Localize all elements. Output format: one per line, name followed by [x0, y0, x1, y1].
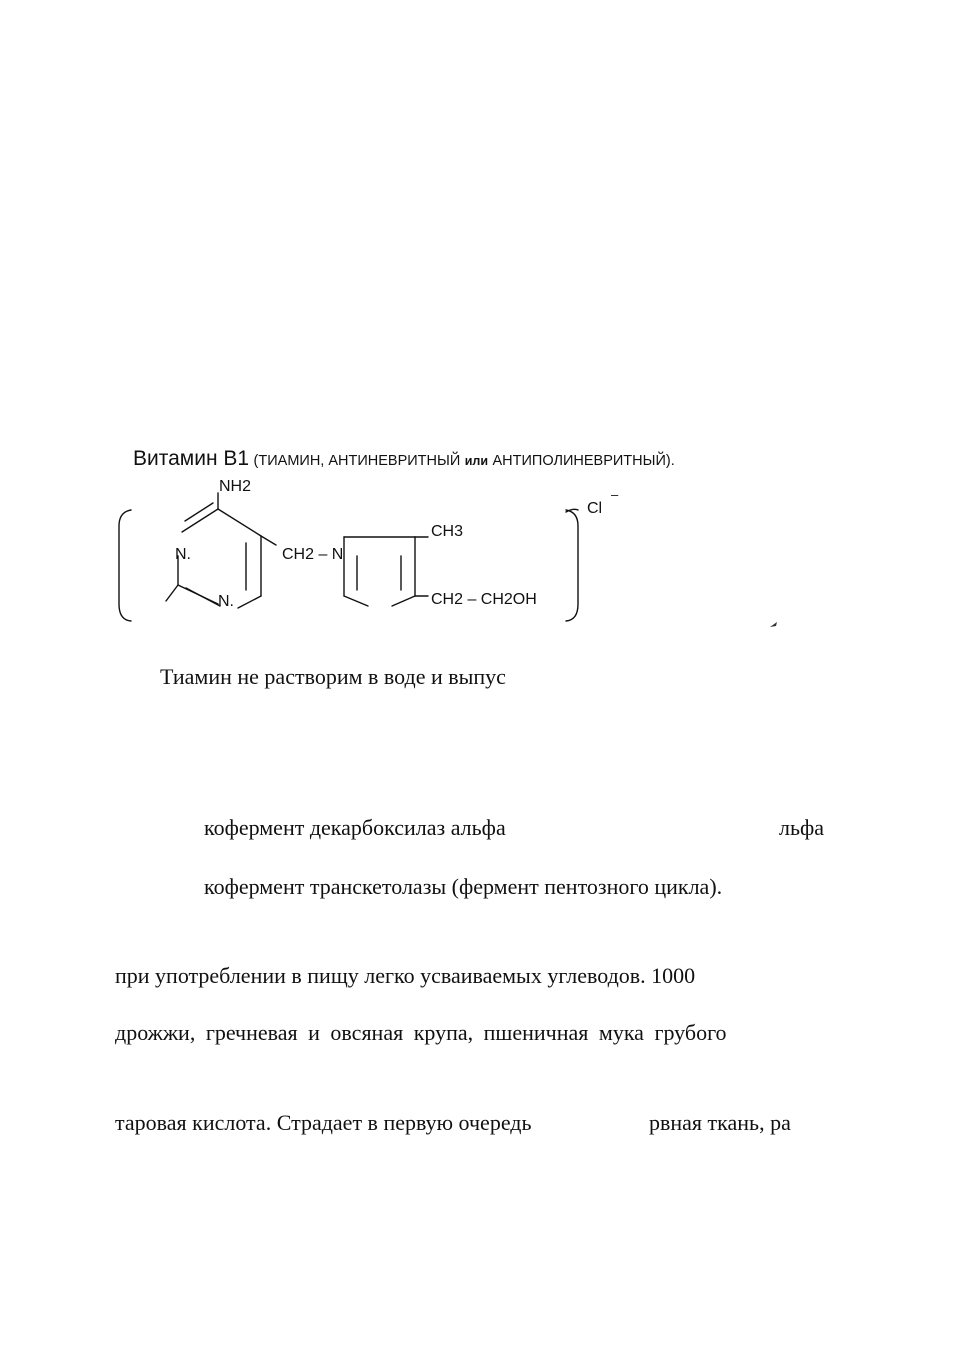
vitamin-heading [133, 447, 675, 471]
ink-speck [770, 622, 777, 627]
vitamin-name: Витамин В1 [133, 447, 250, 470]
body-line-1: Тиамин не растворим в воде и выпус [160, 664, 506, 689]
formula-side-chain-label: CH2 – CH2OH [431, 591, 537, 608]
right-bracket [566, 510, 578, 621]
vitamin-synonyms-open: (ТИАМИН, АНТИНЕВРИТНЫЙ [253, 453, 461, 469]
formula-charge-label: – [611, 487, 619, 502]
body-line-2a: кофермент декарбоксилаз альфа [204, 815, 506, 840]
formula-n-upper-label: N. [175, 546, 191, 563]
body-line-2b: льфа [779, 815, 825, 840]
body-line-4: при употреблении в пищу легко усваиваемых углеводов. 1000 [115, 963, 696, 988]
body-line-6a: таровая кислота. Страдает в первую очередь [115, 1110, 532, 1135]
body-line-3: кофермент транскетолазы (фермент пентозного цикла). [204, 874, 723, 899]
formula-nh2-label: NH2 [219, 478, 252, 495]
formula-ch2-link-label: CH2 – N [282, 546, 344, 563]
methylene-bond [261, 536, 276, 545]
formula-n-lower-label: N. [218, 593, 234, 610]
formula-counter-ion-label: Cl [587, 500, 603, 517]
vitamin-synonyms-connector: или [464, 454, 489, 468]
thiazole-ring [344, 537, 415, 606]
body-line-6b: рвная ткань, ра [649, 1110, 791, 1135]
vitamin-synonyms-close: АНТИПОЛИНЕВРИТНЫЙ). [492, 453, 675, 469]
left-bracket [119, 510, 131, 621]
formula-ch3-label: CH3 [431, 523, 464, 540]
thiamine-structural-formula [0, 470, 953, 630]
body-line-5: дрожжи, гречневая и овсяная крупа, пшеничная мука грубого [115, 1020, 727, 1045]
